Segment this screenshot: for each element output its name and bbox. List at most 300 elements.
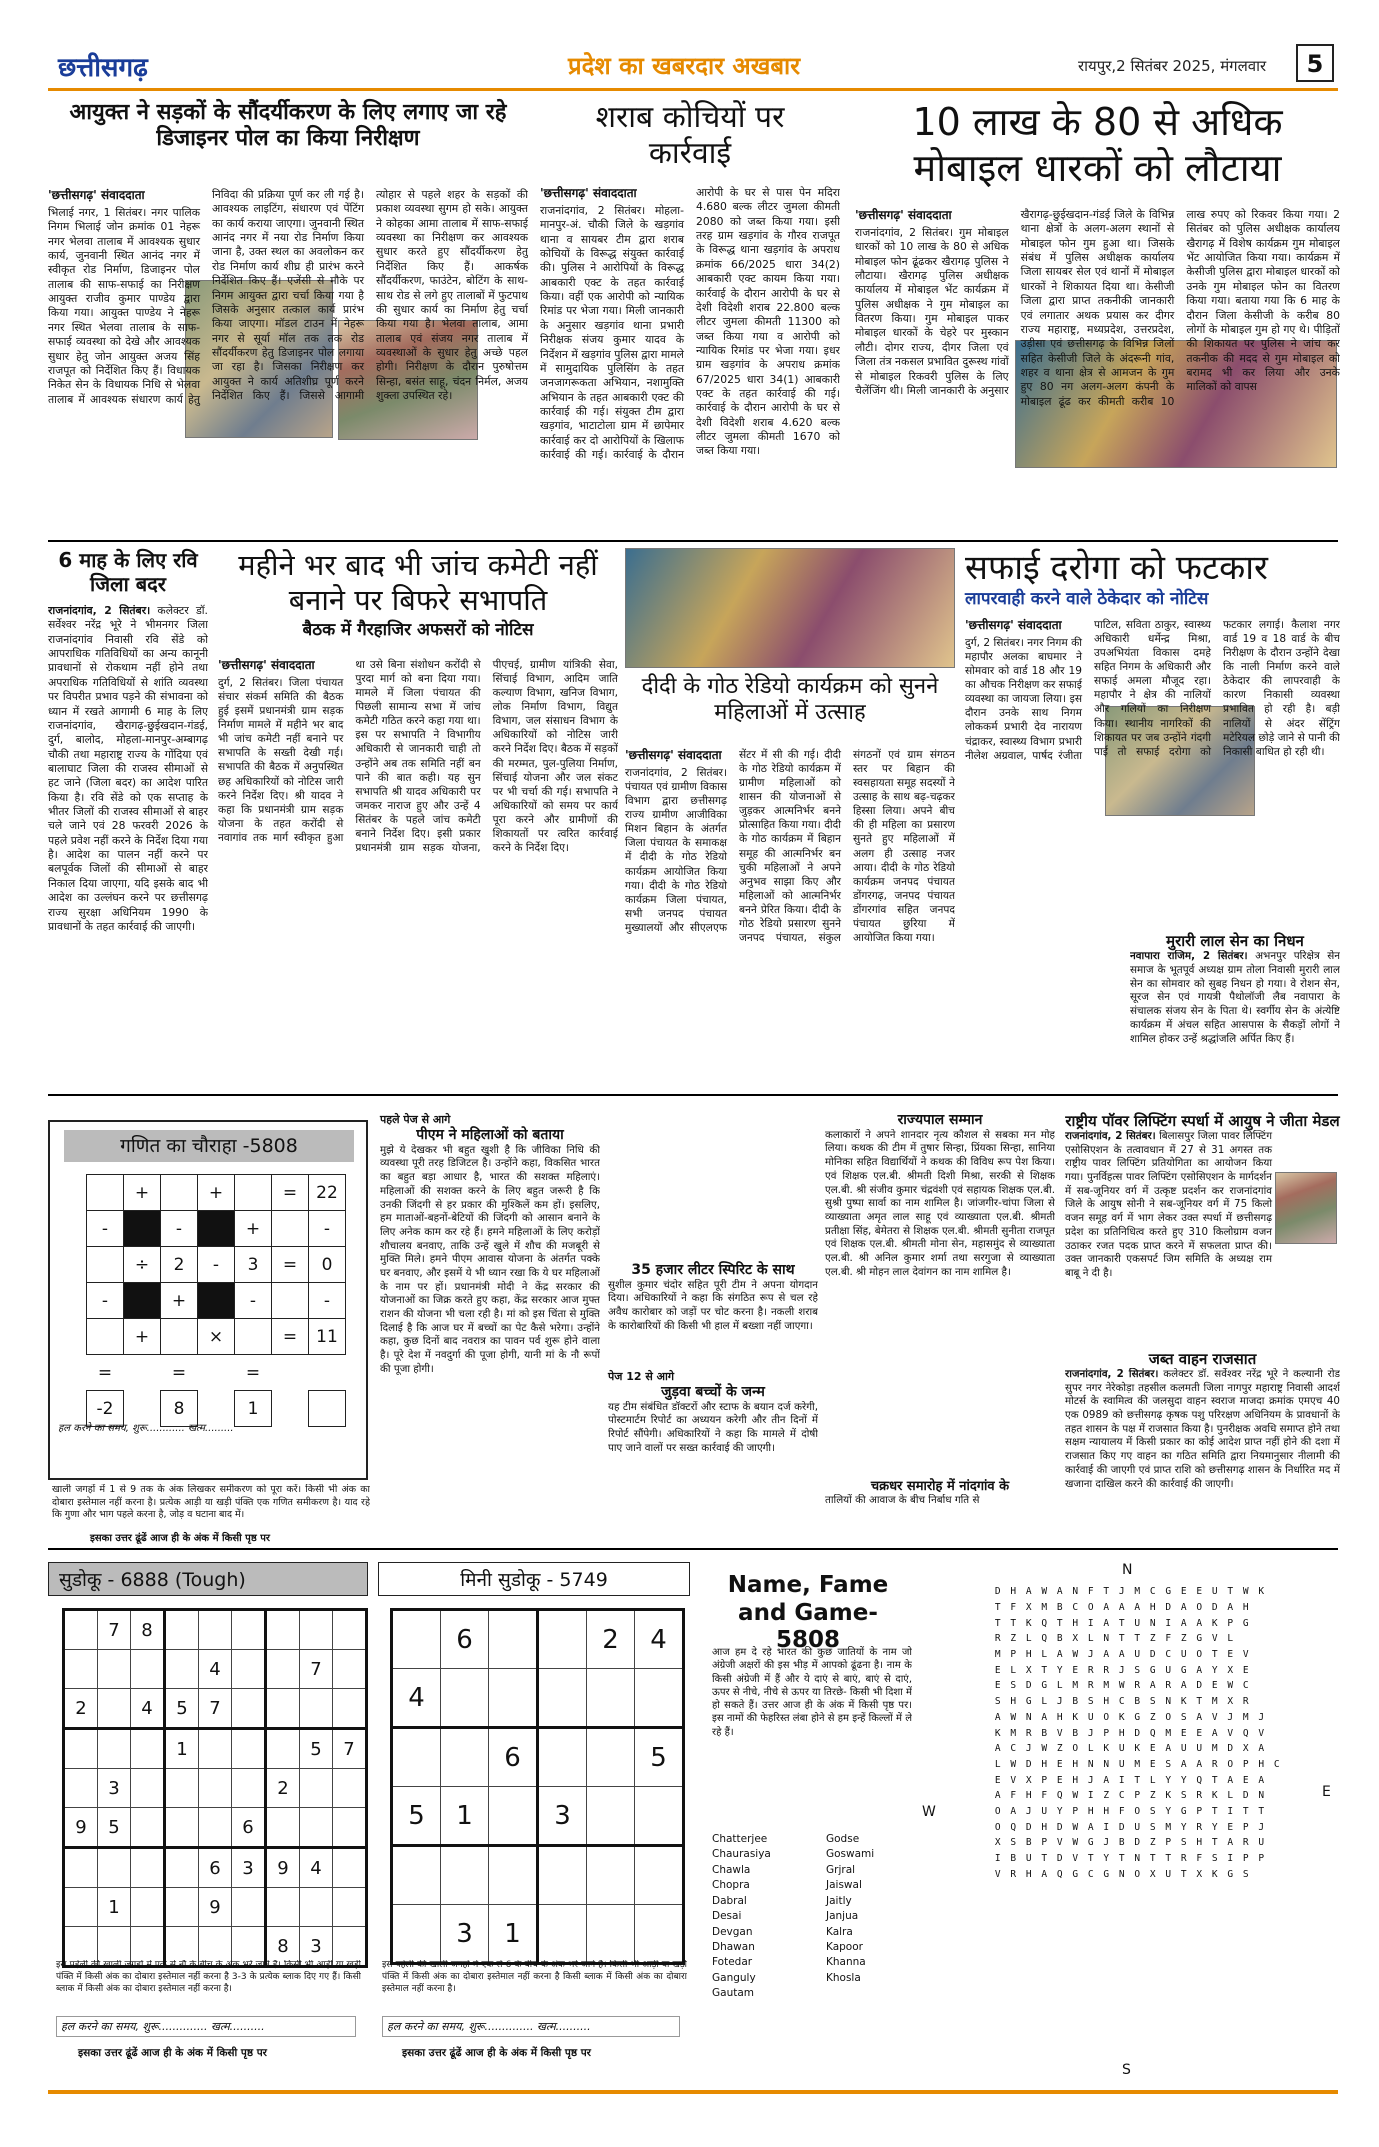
- word-search-grid[interactable]: [990, 1584, 1285, 1882]
- sudoku-cell[interactable]: [232, 1689, 266, 1729]
- letter-cell[interactable]: R: [1103, 1664, 1110, 1676]
- letter-cell[interactable]: D: [1149, 1649, 1156, 1661]
- letter-cell[interactable]: T: [1211, 1649, 1218, 1661]
- letter-cell[interactable]: L: [994, 1758, 1001, 1770]
- sudoku-cell[interactable]: [64, 1769, 98, 1808]
- sudoku-cell[interactable]: [300, 1689, 333, 1729]
- sudoku-cell[interactable]: [232, 1888, 266, 1927]
- letter-cell[interactable]: F: [1010, 1602, 1017, 1614]
- math-cell[interactable]: [161, 1319, 198, 1355]
- letter-cell[interactable]: B: [1118, 1837, 1125, 1849]
- mini-sudoku-cell[interactable]: [635, 1905, 684, 1964]
- letter-cell[interactable]: A: [1134, 1602, 1141, 1614]
- letter-cell[interactable]: B: [1025, 1837, 1032, 1849]
- letter-cell[interactable]: A: [1025, 1586, 1032, 1598]
- letter-cell[interactable]: M: [1072, 1680, 1079, 1692]
- letter-cell[interactable]: J: [1258, 1821, 1265, 1833]
- letter-cell[interactable]: U: [1211, 1586, 1218, 1598]
- letter-cell[interactable]: X: [1242, 1743, 1249, 1755]
- letter-cell[interactable]: U: [1165, 1868, 1172, 1880]
- letter-cell[interactable]: P: [1103, 1727, 1110, 1739]
- letter-cell[interactable]: O: [1196, 1649, 1203, 1661]
- mini-sudoku-cell[interactable]: [441, 1846, 489, 1905]
- letter-cell[interactable]: Q: [1056, 1790, 1063, 1802]
- math-cell[interactable]: [124, 1355, 161, 1391]
- letter-cell[interactable]: M: [1242, 1711, 1249, 1723]
- sudoku-cell[interactable]: [232, 1769, 266, 1808]
- letter-cell[interactable]: C: [1165, 1649, 1172, 1661]
- letter-cell[interactable]: U: [1258, 1837, 1265, 1849]
- letter-cell[interactable]: T: [1149, 1853, 1156, 1865]
- mini-sudoku-cell[interactable]: [538, 1905, 587, 1964]
- sudoku-cell[interactable]: [333, 1888, 367, 1927]
- math-cell[interactable]: [272, 1391, 309, 1427]
- sudoku-cell[interactable]: [131, 1650, 165, 1689]
- letter-cell[interactable]: R: [1242, 1696, 1249, 1708]
- letter-cell[interactable]: F: [1010, 1790, 1017, 1802]
- letter-cell[interactable]: T: [1196, 1696, 1203, 1708]
- mini-sudoku-cell[interactable]: [392, 1728, 441, 1787]
- letter-cell[interactable]: H: [1025, 1790, 1032, 1802]
- letter-cell[interactable]: A: [1180, 1680, 1187, 1692]
- letter-cell[interactable]: R: [1087, 1680, 1094, 1692]
- letter-cell[interactable]: I: [1227, 1805, 1234, 1817]
- letter-cell[interactable]: E: [994, 1774, 1001, 1786]
- letter-cell[interactable]: U: [1180, 1743, 1187, 1755]
- sudoku-cell[interactable]: [131, 1729, 165, 1769]
- letter-cell[interactable]: I: [1227, 1853, 1234, 1865]
- mini-sudoku-cell[interactable]: [538, 1610, 587, 1669]
- letter-cell[interactable]: K: [1211, 1790, 1218, 1802]
- letter-cell[interactable]: C: [1149, 1586, 1156, 1598]
- mini-sudoku-cell[interactable]: [538, 1728, 587, 1787]
- letter-cell[interactable]: R: [1196, 1821, 1203, 1833]
- mini-sudoku-cell[interactable]: [587, 1846, 635, 1905]
- letter-cell[interactable]: C: [1010, 1743, 1017, 1755]
- letter-cell[interactable]: M: [994, 1649, 1001, 1661]
- letter-cell[interactable]: W: [1072, 1790, 1079, 1802]
- letter-cell[interactable]: L: [1227, 1633, 1234, 1645]
- letter-cell[interactable]: F: [1041, 1790, 1048, 1802]
- letter-cell[interactable]: W: [1072, 1649, 1079, 1661]
- letter-cell[interactable]: H: [1087, 1805, 1094, 1817]
- letter-cell[interactable]: K: [1211, 1868, 1218, 1880]
- letter-cell[interactable]: D: [1165, 1602, 1172, 1614]
- letter-cell[interactable]: A: [994, 1790, 1001, 1802]
- mini-sudoku-cell[interactable]: [635, 1846, 684, 1905]
- mini-sudoku-cell[interactable]: [489, 1846, 538, 1905]
- letter-cell[interactable]: V: [1056, 1727, 1063, 1739]
- letter-cell[interactable]: Y: [1165, 1805, 1172, 1817]
- math-cell[interactable]: [124, 1211, 161, 1247]
- letter-cell[interactable]: O: [1134, 1805, 1141, 1817]
- letter-cell[interactable]: L: [1041, 1649, 1048, 1661]
- letter-cell[interactable]: Z: [1149, 1633, 1156, 1645]
- sudoku-cell[interactable]: [333, 1610, 367, 1650]
- letter-cell[interactable]: J: [1025, 1805, 1032, 1817]
- sudoku-cell[interactable]: [64, 1650, 98, 1689]
- letter-cell[interactable]: P: [1165, 1837, 1172, 1849]
- letter-cell[interactable]: D: [1056, 1853, 1063, 1865]
- letter-cell[interactable]: N: [1103, 1758, 1110, 1770]
- letter-cell[interactable]: N: [1165, 1696, 1172, 1708]
- letter-cell[interactable]: Z: [1180, 1633, 1187, 1645]
- letter-cell[interactable]: O: [1072, 1743, 1079, 1755]
- letter-cell[interactable]: L: [1227, 1790, 1234, 1802]
- letter-cell[interactable]: N: [1134, 1853, 1141, 1865]
- letter-cell[interactable]: X: [1227, 1696, 1234, 1708]
- letter-cell[interactable]: Q: [1041, 1617, 1048, 1629]
- letter-cell[interactable]: L: [1010, 1664, 1017, 1676]
- letter-cell[interactable]: P: [1010, 1649, 1017, 1661]
- math-cell[interactable]: [309, 1355, 346, 1391]
- letter-cell[interactable]: H: [1103, 1696, 1110, 1708]
- letter-cell[interactable]: O: [1227, 1758, 1234, 1770]
- sudoku-cell[interactable]: [300, 1808, 333, 1848]
- letter-cell[interactable]: O: [994, 1805, 1001, 1817]
- letter-cell[interactable]: V: [1072, 1853, 1079, 1865]
- letter-cell[interactable]: G: [1227, 1868, 1234, 1880]
- letter-cell[interactable]: I: [1118, 1774, 1125, 1786]
- letter-cell[interactable]: B: [1134, 1696, 1141, 1708]
- letter-cell[interactable]: T: [1041, 1664, 1048, 1676]
- letter-cell[interactable]: T: [994, 1617, 1001, 1629]
- letter-cell[interactable]: B: [1056, 1633, 1063, 1645]
- letter-cell[interactable]: S: [1165, 1758, 1172, 1770]
- sudoku-grid[interactable]: [62, 1608, 368, 1968]
- letter-cell[interactable]: T: [1010, 1617, 1017, 1629]
- letter-cell[interactable]: T: [1211, 1774, 1218, 1786]
- letter-cell[interactable]: L: [1087, 1633, 1094, 1645]
- sudoku-cell[interactable]: [333, 1650, 367, 1689]
- letter-cell[interactable]: B: [1072, 1696, 1079, 1708]
- letter-cell[interactable]: Z: [1149, 1837, 1156, 1849]
- letter-cell[interactable]: S: [1149, 1821, 1156, 1833]
- math-cell[interactable]: [309, 1391, 346, 1427]
- mini-sudoku-cell[interactable]: [635, 1669, 684, 1728]
- letter-cell[interactable]: A: [1087, 1821, 1094, 1833]
- letter-cell[interactable]: D: [1118, 1821, 1125, 1833]
- letter-cell[interactable]: K: [1134, 1743, 1141, 1755]
- letter-cell[interactable]: N: [1087, 1758, 1094, 1770]
- letter-cell[interactable]: H: [1041, 1758, 1048, 1770]
- letter-cell[interactable]: J: [1087, 1774, 1094, 1786]
- letter-cell[interactable]: G: [1165, 1586, 1172, 1598]
- letter-cell[interactable]: G: [1087, 1837, 1094, 1849]
- letter-cell[interactable]: O: [994, 1821, 1001, 1833]
- letter-cell[interactable]: C: [1242, 1680, 1249, 1692]
- letter-cell[interactable]: Y: [1103, 1853, 1110, 1865]
- letter-cell[interactable]: A: [994, 1743, 1001, 1755]
- letter-cell[interactable]: O: [1165, 1711, 1172, 1723]
- letter-cell[interactable]: E: [1149, 1743, 1156, 1755]
- letter-cell[interactable]: A: [1196, 1758, 1203, 1770]
- letter-cell[interactable]: M: [1165, 1727, 1172, 1739]
- letter-cell[interactable]: U: [1118, 1743, 1125, 1755]
- letter-cell[interactable]: D: [1025, 1821, 1032, 1833]
- math-cell[interactable]: [198, 1355, 235, 1391]
- letter-cell[interactable]: A: [1041, 1711, 1048, 1723]
- letter-cell[interactable]: U: [1196, 1743, 1203, 1755]
- letter-cell[interactable]: A: [1227, 1602, 1234, 1614]
- mini-sudoku-cell[interactable]: [635, 1787, 684, 1846]
- letter-cell[interactable]: K: [1258, 1586, 1265, 1598]
- letter-cell[interactable]: S: [1149, 1805, 1156, 1817]
- letter-cell[interactable]: K: [1118, 1711, 1125, 1723]
- letter-cell[interactable]: N: [1258, 1790, 1265, 1802]
- sudoku-cell[interactable]: [131, 1808, 165, 1848]
- letter-cell[interactable]: J: [1118, 1664, 1125, 1676]
- letter-cell[interactable]: O: [1103, 1711, 1110, 1723]
- sudoku-cell[interactable]: [98, 1848, 131, 1888]
- letter-cell[interactable]: P: [1072, 1805, 1079, 1817]
- letter-cell[interactable]: T: [1118, 1617, 1125, 1629]
- letter-cell[interactable]: K: [1025, 1617, 1032, 1629]
- letter-cell[interactable]: L: [1041, 1696, 1048, 1708]
- mini-sudoku-grid[interactable]: [390, 1608, 685, 1965]
- letter-cell[interactable]: U: [1180, 1649, 1187, 1661]
- letter-cell[interactable]: R: [1165, 1680, 1172, 1692]
- letter-cell[interactable]: P: [1242, 1821, 1249, 1833]
- mini-sudoku-cell[interactable]: [392, 1905, 441, 1964]
- letter-cell[interactable]: K: [1072, 1711, 1079, 1723]
- letter-cell[interactable]: E: [994, 1664, 1001, 1676]
- letter-cell[interactable]: E: [1056, 1774, 1063, 1786]
- letter-cell[interactable]: T: [1180, 1868, 1187, 1880]
- letter-cell[interactable]: M: [1010, 1727, 1017, 1739]
- letter-cell[interactable]: P: [1227, 1617, 1234, 1629]
- letter-cell[interactable]: V: [994, 1868, 1001, 1880]
- math-cell[interactable]: [272, 1211, 309, 1247]
- letter-cell[interactable]: L: [1087, 1743, 1094, 1755]
- letter-cell[interactable]: D: [1196, 1680, 1203, 1692]
- sudoku-cell[interactable]: [98, 1729, 131, 1769]
- letter-cell[interactable]: X: [1025, 1774, 1032, 1786]
- letter-cell[interactable]: H: [1056, 1711, 1063, 1723]
- letter-cell[interactable]: P: [1134, 1790, 1141, 1802]
- letter-cell[interactable]: S: [1149, 1696, 1156, 1708]
- sudoku-cell[interactable]: [98, 1689, 131, 1729]
- math-cell[interactable]: [124, 1283, 161, 1319]
- letter-cell[interactable]: E: [1227, 1821, 1234, 1833]
- letter-cell[interactable]: D: [1025, 1758, 1032, 1770]
- letter-cell[interactable]: Q: [1149, 1727, 1156, 1739]
- letter-cell[interactable]: R: [994, 1633, 1001, 1645]
- sudoku-cell[interactable]: [199, 1808, 232, 1848]
- sudoku-cell[interactable]: [266, 1689, 300, 1729]
- letter-cell[interactable]: K: [1103, 1743, 1110, 1755]
- letter-cell[interactable]: H: [1010, 1696, 1017, 1708]
- letter-cell[interactable]: P: [1041, 1837, 1048, 1849]
- letter-cell[interactable]: L: [1025, 1633, 1032, 1645]
- mini-sudoku-cell[interactable]: [587, 1728, 635, 1787]
- letter-cell[interactable]: X: [1196, 1868, 1203, 1880]
- letter-cell[interactable]: G: [1025, 1696, 1032, 1708]
- letter-cell[interactable]: C: [1118, 1696, 1125, 1708]
- letter-cell[interactable]: H: [1025, 1868, 1032, 1880]
- sudoku-cell[interactable]: [333, 1769, 367, 1808]
- letter-cell[interactable]: N: [1118, 1868, 1125, 1880]
- letter-cell[interactable]: T: [1134, 1633, 1141, 1645]
- letter-cell[interactable]: V: [1211, 1711, 1218, 1723]
- letter-cell[interactable]: I: [1087, 1790, 1094, 1802]
- letter-cell[interactable]: O: [1134, 1868, 1141, 1880]
- letter-cell[interactable]: P: [1242, 1853, 1249, 1865]
- letter-cell[interactable]: M: [1211, 1696, 1218, 1708]
- letter-cell[interactable]: R: [1025, 1727, 1032, 1739]
- letter-cell[interactable]: S: [1010, 1680, 1017, 1692]
- letter-cell[interactable]: G: [1041, 1680, 1048, 1692]
- letter-cell[interactable]: W: [1227, 1680, 1234, 1692]
- letter-cell[interactable]: U: [1025, 1853, 1032, 1865]
- letter-cell[interactable]: K: [1165, 1790, 1172, 1802]
- letter-cell[interactable]: D: [1211, 1602, 1218, 1614]
- letter-cell[interactable]: F: [1165, 1633, 1172, 1645]
- letter-cell[interactable]: F: [1087, 1586, 1094, 1598]
- letter-cell[interactable]: S: [1087, 1696, 1094, 1708]
- letter-cell[interactable]: E: [1211, 1680, 1218, 1692]
- letter-cell[interactable]: U: [1041, 1805, 1048, 1817]
- sudoku-cell[interactable]: [165, 1808, 199, 1848]
- letter-cell[interactable]: F: [1118, 1805, 1125, 1817]
- letter-cell[interactable]: H: [1072, 1758, 1079, 1770]
- math-cell[interactable]: [87, 1319, 124, 1355]
- letter-cell[interactable]: P: [1258, 1853, 1265, 1865]
- letter-cell[interactable]: Q: [1242, 1727, 1249, 1739]
- sudoku-cell[interactable]: [199, 1610, 232, 1650]
- letter-cell[interactable]: X: [1149, 1868, 1156, 1880]
- letter-cell[interactable]: T: [1118, 1633, 1125, 1645]
- letter-cell[interactable]: J: [1118, 1586, 1125, 1598]
- letter-cell[interactable]: H: [1072, 1617, 1079, 1629]
- sudoku-cell[interactable]: [232, 1650, 266, 1689]
- letter-cell[interactable]: C: [1118, 1790, 1125, 1802]
- letter-cell[interactable]: M: [1134, 1586, 1141, 1598]
- math-cell[interactable]: [235, 1319, 272, 1355]
- letter-cell[interactable]: I: [994, 1853, 1001, 1865]
- letter-cell[interactable]: E: [1180, 1586, 1187, 1598]
- sudoku-cell[interactable]: [333, 1808, 367, 1848]
- letter-cell[interactable]: M: [1211, 1743, 1218, 1755]
- letter-cell[interactable]: W: [1118, 1680, 1125, 1692]
- letter-cell[interactable]: T: [1242, 1805, 1249, 1817]
- letter-cell[interactable]: E: [1180, 1727, 1187, 1739]
- letter-cell[interactable]: T: [1087, 1853, 1094, 1865]
- letter-cell[interactable]: A: [1258, 1743, 1265, 1755]
- math-cell[interactable]: [87, 1175, 124, 1211]
- sudoku-cell[interactable]: [266, 1888, 300, 1927]
- letter-cell[interactable]: T: [1118, 1853, 1125, 1865]
- mini-sudoku-cell[interactable]: [392, 1610, 441, 1669]
- letter-cell[interactable]: E: [1056, 1758, 1063, 1770]
- letter-cell[interactable]: D: [994, 1586, 1001, 1598]
- letter-cell[interactable]: G: [1072, 1868, 1079, 1880]
- letter-cell[interactable]: S: [1180, 1711, 1187, 1723]
- sudoku-cell[interactable]: [266, 1610, 300, 1650]
- letter-cell[interactable]: P: [1196, 1805, 1203, 1817]
- sudoku-cell[interactable]: [333, 1848, 367, 1888]
- letter-cell[interactable]: A: [1103, 1617, 1110, 1629]
- letter-cell[interactable]: S: [1242, 1868, 1249, 1880]
- letter-cell[interactable]: E: [1072, 1664, 1079, 1676]
- letter-cell[interactable]: W: [1072, 1837, 1079, 1849]
- sudoku-cell[interactable]: [199, 1769, 232, 1808]
- letter-cell[interactable]: W: [1041, 1743, 1048, 1755]
- letter-cell[interactable]: S: [1180, 1837, 1187, 1849]
- sudoku-cell[interactable]: [165, 1650, 199, 1689]
- letter-cell[interactable]: T: [1134, 1774, 1141, 1786]
- letter-cell[interactable]: S: [1211, 1853, 1218, 1865]
- letter-cell[interactable]: X: [1227, 1664, 1234, 1676]
- letter-cell[interactable]: V: [1211, 1633, 1218, 1645]
- sudoku-cell[interactable]: [232, 1729, 266, 1769]
- sudoku-cell[interactable]: [131, 1848, 165, 1888]
- letter-cell[interactable]: I: [1103, 1821, 1110, 1833]
- letter-cell[interactable]: Y: [1180, 1774, 1187, 1786]
- letter-cell[interactable]: T: [1103, 1586, 1110, 1598]
- letter-cell[interactable]: T: [1041, 1853, 1048, 1865]
- sudoku-cell[interactable]: [165, 1888, 199, 1927]
- letter-cell[interactable]: H: [1242, 1602, 1249, 1614]
- letter-cell[interactable]: E: [994, 1680, 1001, 1692]
- letter-cell[interactable]: X: [994, 1837, 1001, 1849]
- letter-cell[interactable]: J: [1087, 1649, 1094, 1661]
- letter-cell[interactable]: Z: [1149, 1711, 1156, 1723]
- letter-cell[interactable]: K: [994, 1727, 1001, 1739]
- letter-cell[interactable]: E: [1242, 1664, 1249, 1676]
- letter-cell[interactable]: J: [1087, 1727, 1094, 1739]
- sudoku-cell[interactable]: [64, 1610, 98, 1650]
- letter-cell[interactable]: E: [1242, 1774, 1249, 1786]
- letter-cell[interactable]: G: [1180, 1664, 1187, 1676]
- letter-cell[interactable]: U: [1165, 1664, 1172, 1676]
- letter-cell[interactable]: O: [1196, 1602, 1203, 1614]
- letter-cell[interactable]: J: [1103, 1837, 1110, 1849]
- letter-cell[interactable]: M: [1103, 1680, 1110, 1692]
- sudoku-cell[interactable]: [64, 1888, 98, 1927]
- letter-cell[interactable]: J: [1227, 1711, 1234, 1723]
- letter-cell[interactable]: A: [1165, 1743, 1172, 1755]
- letter-cell[interactable]: Q: [1056, 1868, 1063, 1880]
- letter-cell[interactable]: M: [1165, 1821, 1172, 1833]
- letter-cell[interactable]: A: [1180, 1602, 1187, 1614]
- letter-cell[interactable]: X: [1025, 1602, 1032, 1614]
- letter-cell[interactable]: G: [1180, 1805, 1187, 1817]
- letter-cell[interactable]: H: [1010, 1586, 1017, 1598]
- letter-cell[interactable]: X: [1025, 1664, 1032, 1676]
- letter-cell[interactable]: S: [1180, 1790, 1187, 1802]
- letter-cell[interactable]: H: [1072, 1774, 1079, 1786]
- letter-cell[interactable]: K: [1211, 1617, 1218, 1629]
- sudoku-cell[interactable]: [333, 1689, 367, 1729]
- letter-cell[interactable]: A: [1041, 1868, 1048, 1880]
- sudoku-cell[interactable]: [165, 1610, 199, 1650]
- letter-cell[interactable]: S: [1010, 1837, 1017, 1849]
- letter-cell[interactable]: O: [1087, 1602, 1094, 1614]
- math-cell[interactable]: [198, 1283, 235, 1319]
- letter-cell[interactable]: G: [1103, 1868, 1110, 1880]
- letter-cell[interactable]: N: [1103, 1633, 1110, 1645]
- mini-sudoku-cell[interactable]: [392, 1846, 441, 1905]
- letter-cell[interactable]: T: [1211, 1837, 1218, 1849]
- math-cell[interactable]: [87, 1247, 124, 1283]
- letter-cell[interactable]: X: [1072, 1633, 1079, 1645]
- letter-cell[interactable]: Z: [1010, 1633, 1017, 1645]
- letter-cell[interactable]: P: [1242, 1758, 1249, 1770]
- letter-cell[interactable]: F: [1196, 1853, 1203, 1865]
- letter-cell[interactable]: I: [1165, 1617, 1172, 1629]
- letter-cell[interactable]: A: [1180, 1758, 1187, 1770]
